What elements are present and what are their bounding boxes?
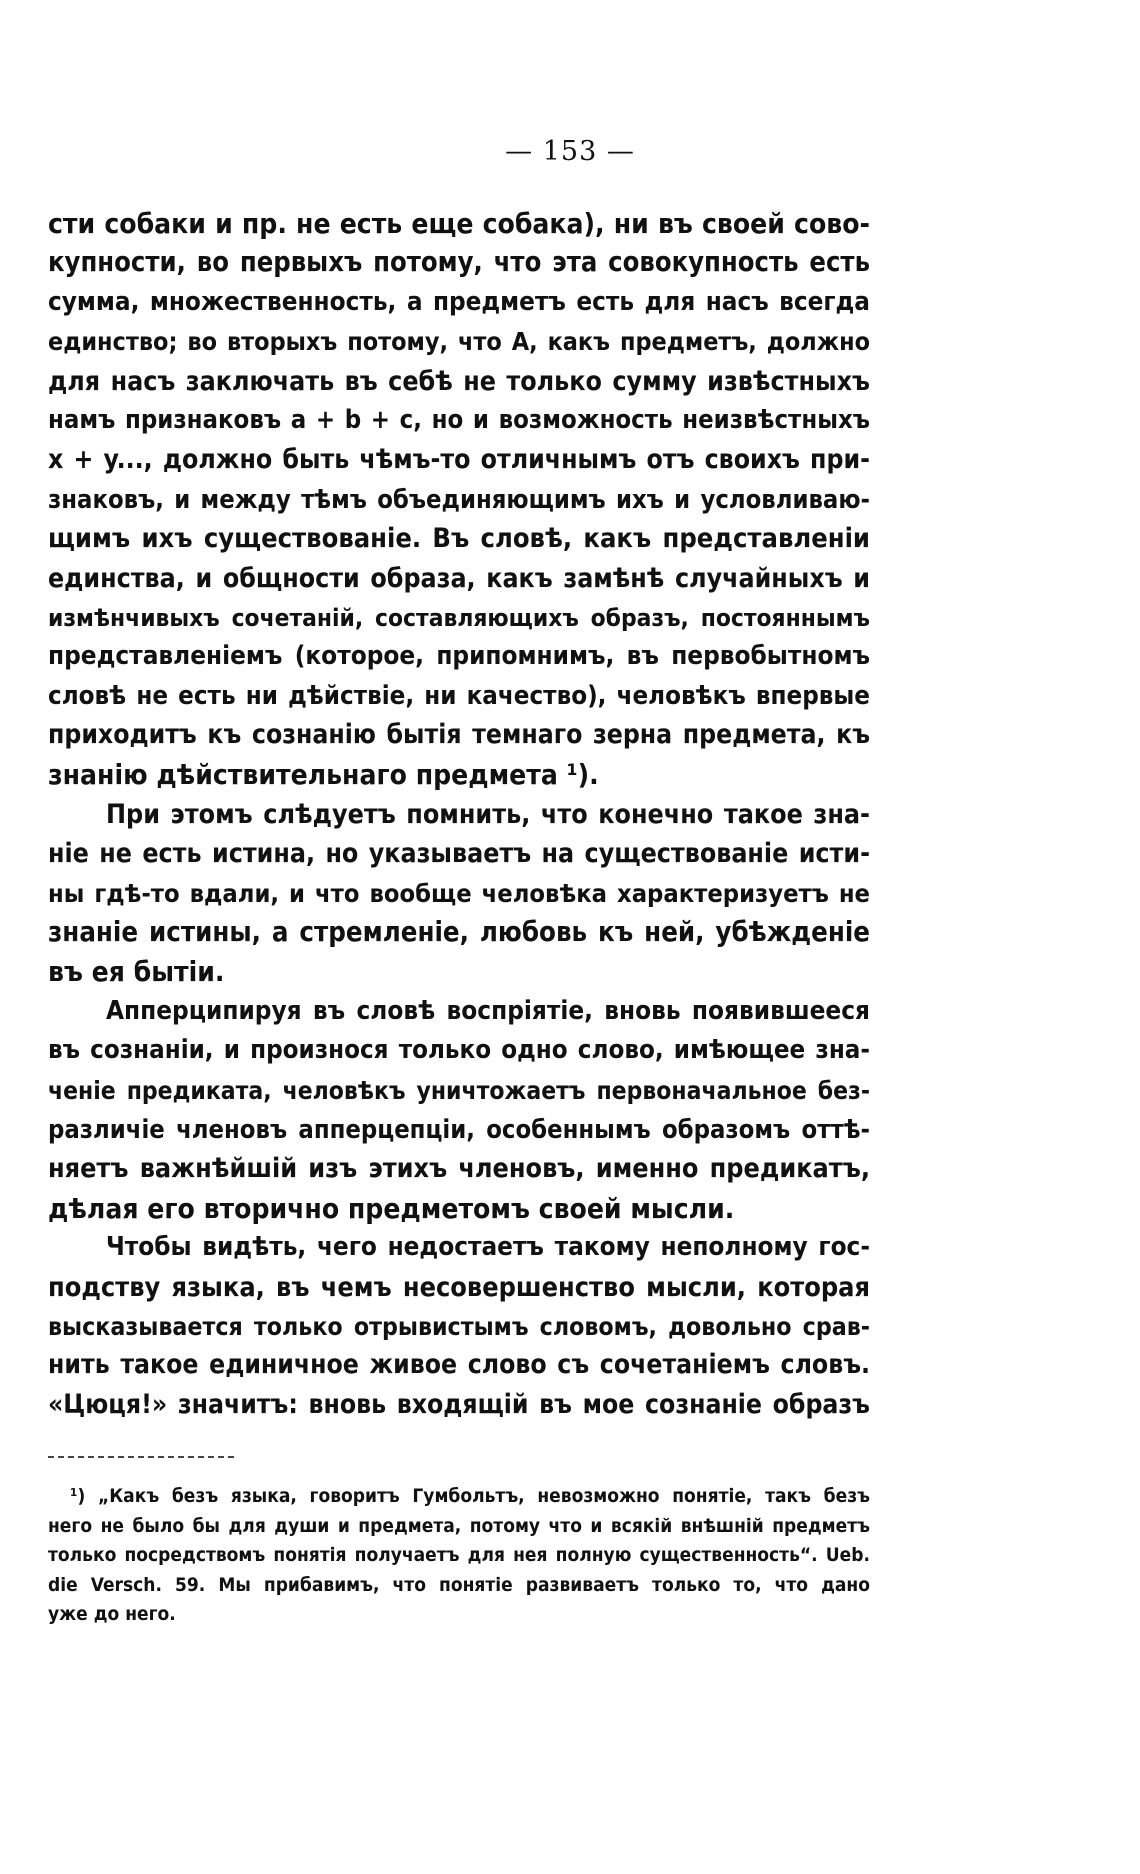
footnote-line: только посредствомъ понятія получаетъ для нея полную существенность“. Ueb. bbox=[48, 1544, 870, 1566]
text-line: въ сознаніи, и произнося только одно слово, имѣющее зна- bbox=[48, 1035, 870, 1066]
text-line: купности, во первыхъ потому, что эта совокупность есть bbox=[48, 247, 870, 279]
main-text bbox=[48, 204, 870, 1425]
text-line: знанію дѣйствительнаго предмета ¹). bbox=[48, 758, 599, 792]
text-line: приходитъ къ сознанію бытія темнаго зерна предмета, къ bbox=[48, 720, 870, 751]
text-line: щимъ ихъ существованіе. Въ словѣ, какъ представленіи bbox=[48, 523, 870, 555]
text-line: няетъ важнѣйшій изъ этихъ членовъ, именно предикатъ, bbox=[48, 1153, 870, 1185]
text-line: для насъ заключать въ себѣ не только сумму извѣстныхъ bbox=[48, 365, 870, 397]
text-line: дѣлая его вторично предметомъ своей мысли. bbox=[48, 1191, 735, 1225]
text-line: различіе членовъ апперцепціи, особеннымъ образомъ оттѣ- bbox=[48, 1113, 870, 1144]
text-line: знаковъ, и между тѣмъ объединяющимъ ихъ и условливаю- bbox=[48, 483, 870, 514]
text-line: измѣнчивыхъ сочетаній, составляющихъ образъ, постояннымъ bbox=[48, 602, 870, 632]
footnote bbox=[48, 1482, 870, 1630]
text-line: словѣ не есть ни дѣйствіе, ни качество), человѣкъ впервые bbox=[48, 680, 870, 711]
text-line: представленіемъ (которое, припомнимъ, въ первобытномъ bbox=[48, 641, 870, 672]
text-line: сумма, множественность, а предметъ есть для насъ всегда bbox=[48, 286, 870, 317]
footnote-line: ¹) „Какъ безъ языка, говоритъ Гумбольтъ, невозможно понятіе, такъ безъ bbox=[70, 1485, 870, 1507]
footnote-line: уже до него. bbox=[48, 1603, 176, 1625]
text-line: ченіе предиката, человѣкъ уничтожаетъ первоначальное без- bbox=[48, 1075, 870, 1105]
text-line: ны гдѣ-то вдали, и что вообще человѣка характеризуетъ не bbox=[48, 878, 870, 908]
footnote-separator bbox=[48, 1456, 234, 1458]
text-line: подству языка, въ чемъ несовершенство мысли, которая bbox=[48, 1271, 870, 1303]
text-line: знаніе истины, а стремленіе, любовь къ ней, убѣжденіе bbox=[48, 917, 870, 949]
text-line: нить такое единичное живое слово съ сочетаніемъ словъ. bbox=[48, 1350, 870, 1381]
paragraph-start: Апперципируя въ словѣ воспріятіе, вновь появившееся bbox=[106, 995, 870, 1026]
text-line: единства, и общности образа, какъ замѣнѣ случайныхъ и bbox=[48, 562, 870, 594]
page-number: — 153 — bbox=[505, 136, 635, 167]
text-line: въ ея бытіи. bbox=[48, 955, 225, 989]
text-line: высказывается только отрывистымъ словомъ, довольно срав- bbox=[48, 1311, 870, 1341]
text-line: ніе не есть истина, но указываетъ на существованіе исти- bbox=[48, 838, 870, 870]
footnote-line: него не было бы для души и предмета, потому что и всякій внѣшній предметъ bbox=[48, 1514, 870, 1537]
paragraph-start: При этомъ слѣдуетъ помнить, что конечно такое зна- bbox=[106, 798, 870, 830]
text-line: единство; во вторыхъ потому, что А, какъ предметъ, должно bbox=[48, 327, 870, 357]
paragraph-start: Чтобы видѣть, чего недостаетъ такому неполному гос- bbox=[106, 1232, 870, 1263]
footnote-line: die Versch. 59. Мы прибавимъ, что понятіе развиваетъ только то, что дано bbox=[48, 1573, 870, 1596]
text-line: «Цюця!» значитъ: вновь входящій въ мое сознаніе образъ bbox=[48, 1389, 870, 1420]
text-line: x + y..., должно быть чѣмъ-то отличнымъ отъ своихъ при- bbox=[48, 444, 870, 476]
text-line: сти собаки и пр. не есть еще собака), ни въ своей сово- bbox=[48, 207, 870, 240]
text-line: намъ признаковъ a + b + c, но и возможность неизвѣстныхъ bbox=[48, 404, 870, 435]
